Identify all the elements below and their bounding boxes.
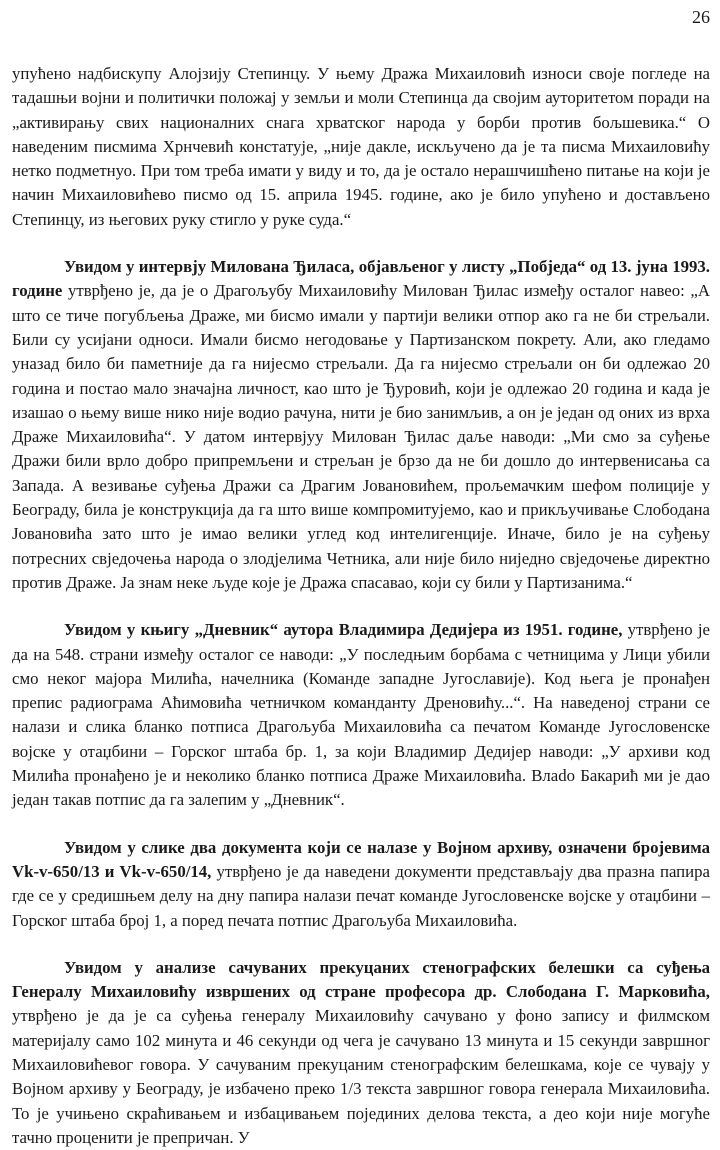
paragraph-1-text: упућено надбискупу Алојзију Степинцу. У њему Дража Михаиловић износи своје погледе на тадашњи војни и политички положај у земљи и моли Степинца да својим ауторитетом поради на „активирању свих националних снага хрватског народа у борби против бољшевика.“ О наведеним писмима Хрнчевић констатује, „није дакле, искључено да је та писма Михаиловићу нетко подметнуо. При том треба имати у виду и то, да је остало нерашчишћено питање на који је начин Михаиловићево писмо од 15. априла 1945. године, ако је било упућено и достављено Степинцу, из његових руку стигло у руке суда.“ — [12, 64, 710, 229]
paragraph-4-text: утврђено је да наведени документи представљају два празна папира где се у средишњем делу на дну папира налази печат команде Југословенске војске у отаџбини – Горског штаба број 1, а поред печата потпис Драгољуба Михаиловића. — [12, 861, 710, 930]
paragraph-4-lead: Увидом у слике два документа који се налазе у Војном архиву, означени бројевима Vk-v-650/13 и Vk-v-650/14, — [12, 837, 710, 881]
paragraph-1 — [12, 62, 710, 232]
paragraph-3-text: утврђено је да на 548. страни између осталог се наводи: „У последњим борбама с четницима у Лици убили смо неког мајора Милића, начелника (Команде западне Југославије). Код њега је пронађен препис радиограма Аћимовића четничком команданту Дреновићу...“. На наведеној страни се налази и слика бланко потписа Драгољуба Михаиловића са печатом Команде Југословенске војске у отаџбини – Горског штаба бр. 1, за који Владимир Дедијер наводи: „У архиви код Милића пронађено је и неколико бланко потписа Драже Михаиловића. Влadо Бакарић ми је дао један такав потпис да га залепим у „Дневник“. — [12, 620, 710, 810]
paragraph-5 — [12, 956, 710, 1150]
paragraph-2 — [12, 255, 710, 595]
paragraph-2-lead: Увидом у интервју Милована Ђиласа, објављеног у листу „Побједа“ од 13. јуна 1993. године — [12, 257, 710, 301]
paragraph-2-text: утврђено је, да је о Драгољубу Михаиловићу Милован Ђилас између осталог навео: „А што се тиче погубљења Драже, ми бисмо имали у партији велики отпор ако га не би стрељали. Били су усијани односи. Имали бисмо негодовање у Партизанском покрету. Али, ако гледамо уназад било би паметније да га нијесмо стрељали. Да га нијесмо стрељали он би одлежао 20 година и постао мало значајна личност, као што је Ђуровић, који је одлежао 20 година и када је изашао о њему више нико није водио рачуна, нити је био занимљив, а он је један од оних из врха Драже Михаиловића“. У датом интервјуу Милован Ђилас даље наводи: „Ми смо за суђење Дражи били врло добро припремљени и стрељан је брзо да не би дошло до интервенисања са Запада. А везивање суђења Дражи са Драгим Јовановићем, прољемачким шефом полиције у Београду, била је конструкција да га што више компромитујемо, као и прикључивање Слободана Јовановића зато што је имао велики углед код интелигенције. Иначе, било је на суђењу потресних свједочења народа о злодјелима Четника, али није било ниједно свједочење директно против Драже. Ја знам неке људе које је Дража спасавао, који су били у Партизанима.“ — [12, 281, 710, 592]
paragraph-5-lead: Увидом у анализе сачуваних прекуцаних стенографских белешки са суђења Генералу Михаиловићу извршених од стране професора др. Слободана Г. Марковића, — [12, 957, 710, 1002]
page-number: 26 — [692, 7, 710, 27]
paragraph-4 — [12, 836, 710, 933]
paragraph-3-lead: Увидом у књигу „Дневник“ аутора Владимира Дедијера из 1951. године, — [64, 620, 623, 640]
paragraph-3 — [12, 618, 710, 812]
document-body — [12, 62, 710, 1150]
paragraph-5-text: утврђено је да је са суђења генералу Михаиловићу сачувано у фоно запису и филмском материјалу само 102 минута и 46 секунди од чега је сачувано 13 минута и 15 секунди завршног Михаиловићевог говора. У сачуваним прекуцаним стенографским белешкама, које се чувају у Војном архиву у Београду, је избачено преко 1/3 текста завршног говора генерала Михаиловића. То је учињено скраћивањем и избацивањем појединих делова текста, а део који није могуће тачно проценити је препричан. У — [12, 1006, 710, 1147]
